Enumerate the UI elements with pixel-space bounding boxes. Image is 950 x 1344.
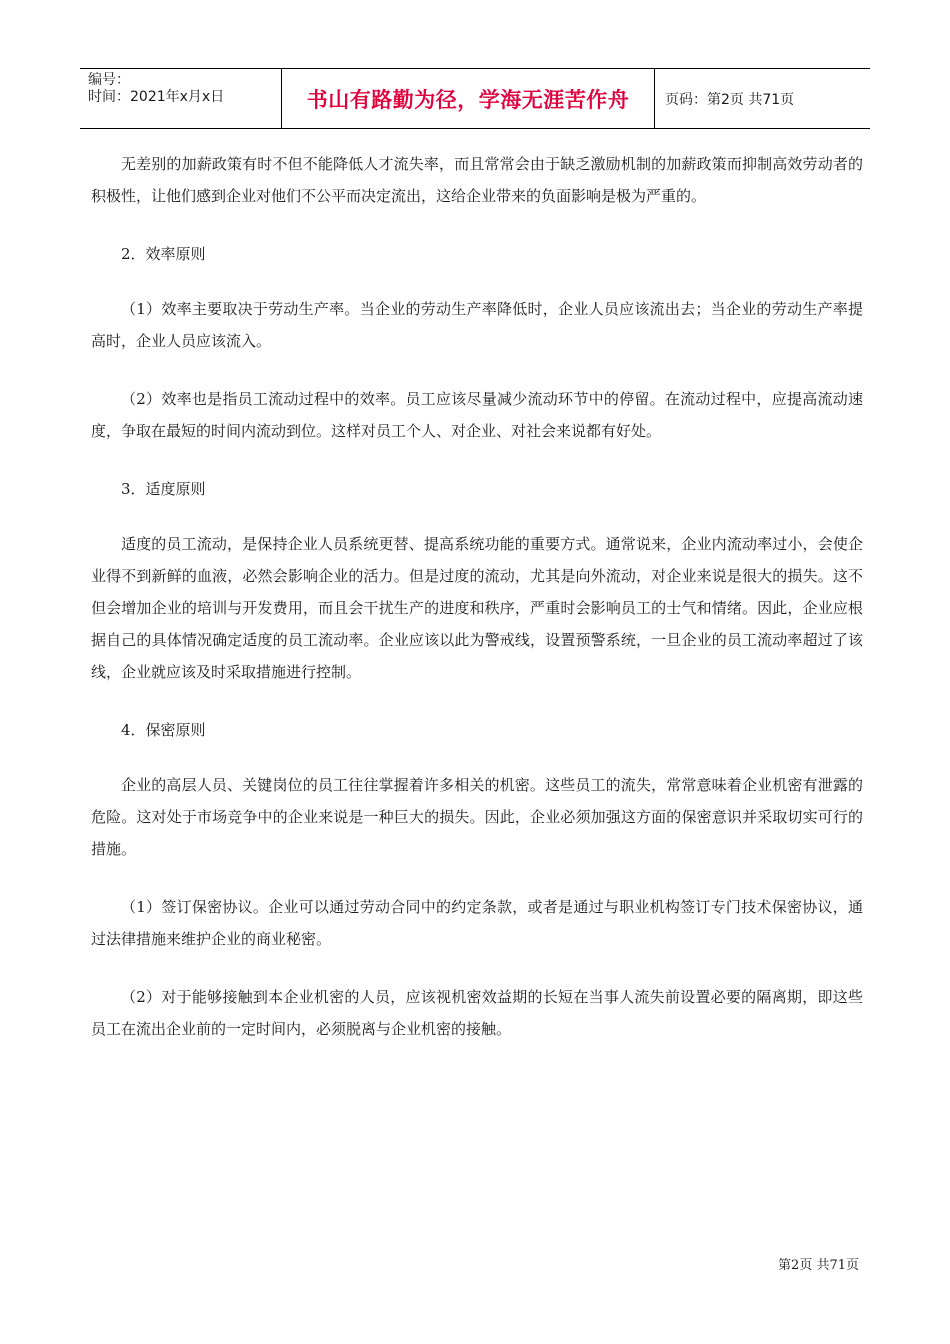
section-heading: 2．效率原则 [121,245,206,263]
page-footer-number: 第2页 共71页 [778,1258,859,1273]
paragraph: （2）效率也是指员工流动过程中的效率。员工应该尽量减少流动环节中的停留。在流动过程中，应提高流动速度，争取在最短的时间内流动到位。这样对员工个人、对企业、对社会来说都有好处。 [91,390,863,440]
paragraph: （1）效率主要取决于劳动生产率。当企业的劳动生产率降低时，企业人员应该流出去；当企业的劳动生产率提高时，企业人员应该流入。 [91,300,863,350]
section-heading: 4．保密原则 [121,721,206,739]
page-header [80,68,870,129]
header-motto: 书山有路勤为径，学海无涯苦作舟 [282,69,655,128]
paragraph: 无差别的加薪政策有时不但不能降低人才流失率，而且常常会由于缺乏激励机制的加薪政策而抑制高效劳动者的积极性，让他们感到企业对他们不公平而决定流出，这给企业带来的负面影响是极为严重的。 [91,155,863,205]
section-heading: 3．适度原则 [121,480,206,498]
paragraph: （2）对于能够接触到本企业机密的人员，应该视机密效益期的长短在当事人流失前设置必要的隔离期，即这些员工在流出企业前的一定时间内，必须脱离与企业机密的接触。 [91,988,863,1038]
doc-number-label: 编号： [88,72,130,88]
doc-date-label: 时间：2021年x月x日 [88,89,225,105]
document-body [91,148,863,1071]
header-meta-cell [80,69,282,128]
paragraph: 企业的高层人员、关键岗位的员工往往掌握着许多相关的机密。这些员工的流失，常常意味着企业机密有泄露的危险。这对处于市场竞争中的企业来说是一种巨大的损失。因此，企业必须加强这方面的保密意识并采取切实可行的措施。 [91,776,863,858]
paragraph: 适度的员工流动，是保持企业人员系统更替、提高系统功能的重要方式。通常说来，企业内流动率过小，会使企业得不到新鲜的血液，必然会影响企业的活力。但是过度的流动，尤其是向外流动，对企业来说是很大的损失。这不但会增加企业的培训与开发费用，而且会干扰生产的进度和秩序，严重时会影响员工的士气和情绪。因此，企业应根据自己的具体情况确定适度的员工流动率。企业应该以此为警戒线，设置预警系统，一旦企业的员工流动率超过了该线，企业就应该及时采取措施进行控制。 [91,535,863,681]
header-page-label: 页码：第2页 共71页 [665,91,795,108]
paragraph: （1）签订保密协议。企业可以通过劳动合同中的约定条款，或者是通过与职业机构签订专门技术保密协议，通过法律措施来维护企业的商业秘密。 [91,898,863,948]
